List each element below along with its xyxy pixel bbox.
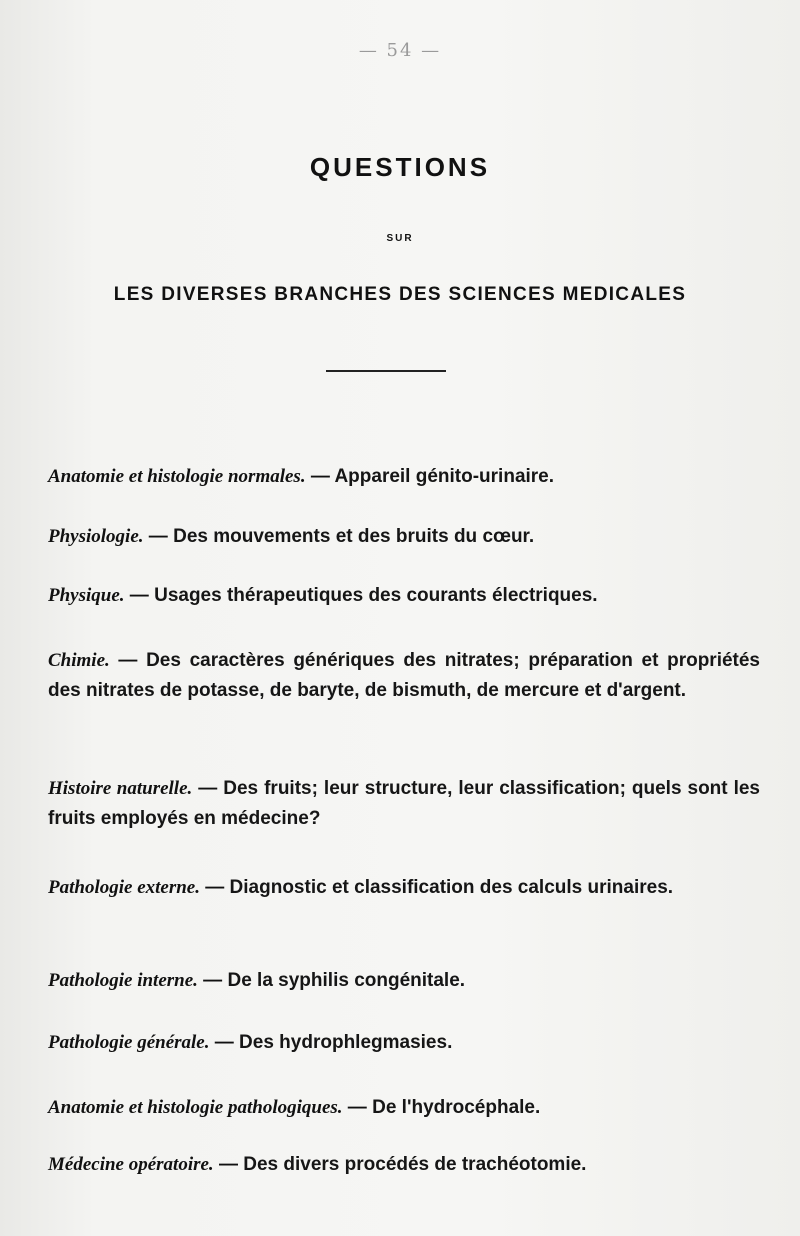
question-entry-physiologie: [48, 522, 760, 552]
page-title: QUESTIONS: [309, 152, 491, 182]
question-separator: —: [109, 650, 147, 671]
question-separator: —: [305, 466, 335, 487]
question-subject: Médecine opératoire.: [48, 1154, 214, 1175]
question-subject: Physique.: [48, 585, 125, 606]
question-subject: Physiologie.: [48, 526, 144, 547]
title-connector: SUR: [386, 233, 414, 244]
question-separator: —: [143, 526, 174, 547]
question-separator: —: [124, 585, 155, 606]
page-subtitle: LES DIVERSES BRANCHES DES SCIENCES MEDICALES: [113, 284, 687, 305]
question-subject: Pathologie interne.: [48, 970, 198, 991]
question-entry-chimie: [48, 646, 760, 706]
question-subject: Pathologie générale.: [48, 1032, 210, 1053]
question-text: Appareil génito-urinaire.: [334, 466, 555, 487]
question-entry-anatomie-normale: [48, 462, 760, 492]
question-text: De l'hydrocéphale.: [372, 1097, 541, 1118]
question-text: Diagnostic et classification des calculs urinaires.: [229, 877, 674, 898]
question-text: De la syphilis congénitale.: [227, 970, 466, 991]
question-entry-pathologie-generale: [48, 1028, 760, 1058]
title-rule-divider: [326, 370, 446, 372]
question-separator: —: [342, 1097, 373, 1118]
question-separator: —: [199, 877, 230, 898]
question-subject: Chimie.: [48, 650, 110, 671]
question-text: Des divers procédés de trachéotomie.: [243, 1154, 587, 1175]
question-text: Des caractères génériques des nitrates; préparation et propriétés des nitrates de potasse, de baryte, de bismuth, de mercure et d'argent.: [48, 650, 760, 701]
question-separator: —: [209, 1032, 240, 1053]
question-entry-histoire-naturelle: [48, 774, 760, 834]
question-text: Des hydrophlegmasies.: [239, 1032, 453, 1053]
page-number: — 54 —: [358, 40, 442, 61]
question-entry-medecine-operatoire: [48, 1150, 760, 1180]
question-text: Usages thérapeutiques des courants électriques.: [154, 585, 598, 606]
question-text: Des mouvements et des bruits du cœur.: [173, 526, 535, 547]
question-text: Des fruits; leur structure, leur classification; quels sont les fruits employés en médecine?: [48, 778, 761, 829]
question-subject: Pathologie externe.: [48, 877, 200, 898]
question-separator: —: [213, 1154, 244, 1175]
question-separator: —: [192, 778, 224, 799]
question-entry-physique: [48, 581, 760, 611]
question-entry-pathologie-externe: [48, 873, 760, 903]
question-separator: —: [197, 970, 228, 991]
question-subject: Anatomie et histologie pathologiques.: [48, 1097, 343, 1118]
question-subject: Anatomie et histologie normales.: [48, 466, 306, 487]
question-entry-pathologie-interne: [48, 966, 760, 996]
question-entry-anatomie-pathologique: [48, 1093, 760, 1123]
question-subject: Histoire naturelle.: [48, 778, 193, 799]
